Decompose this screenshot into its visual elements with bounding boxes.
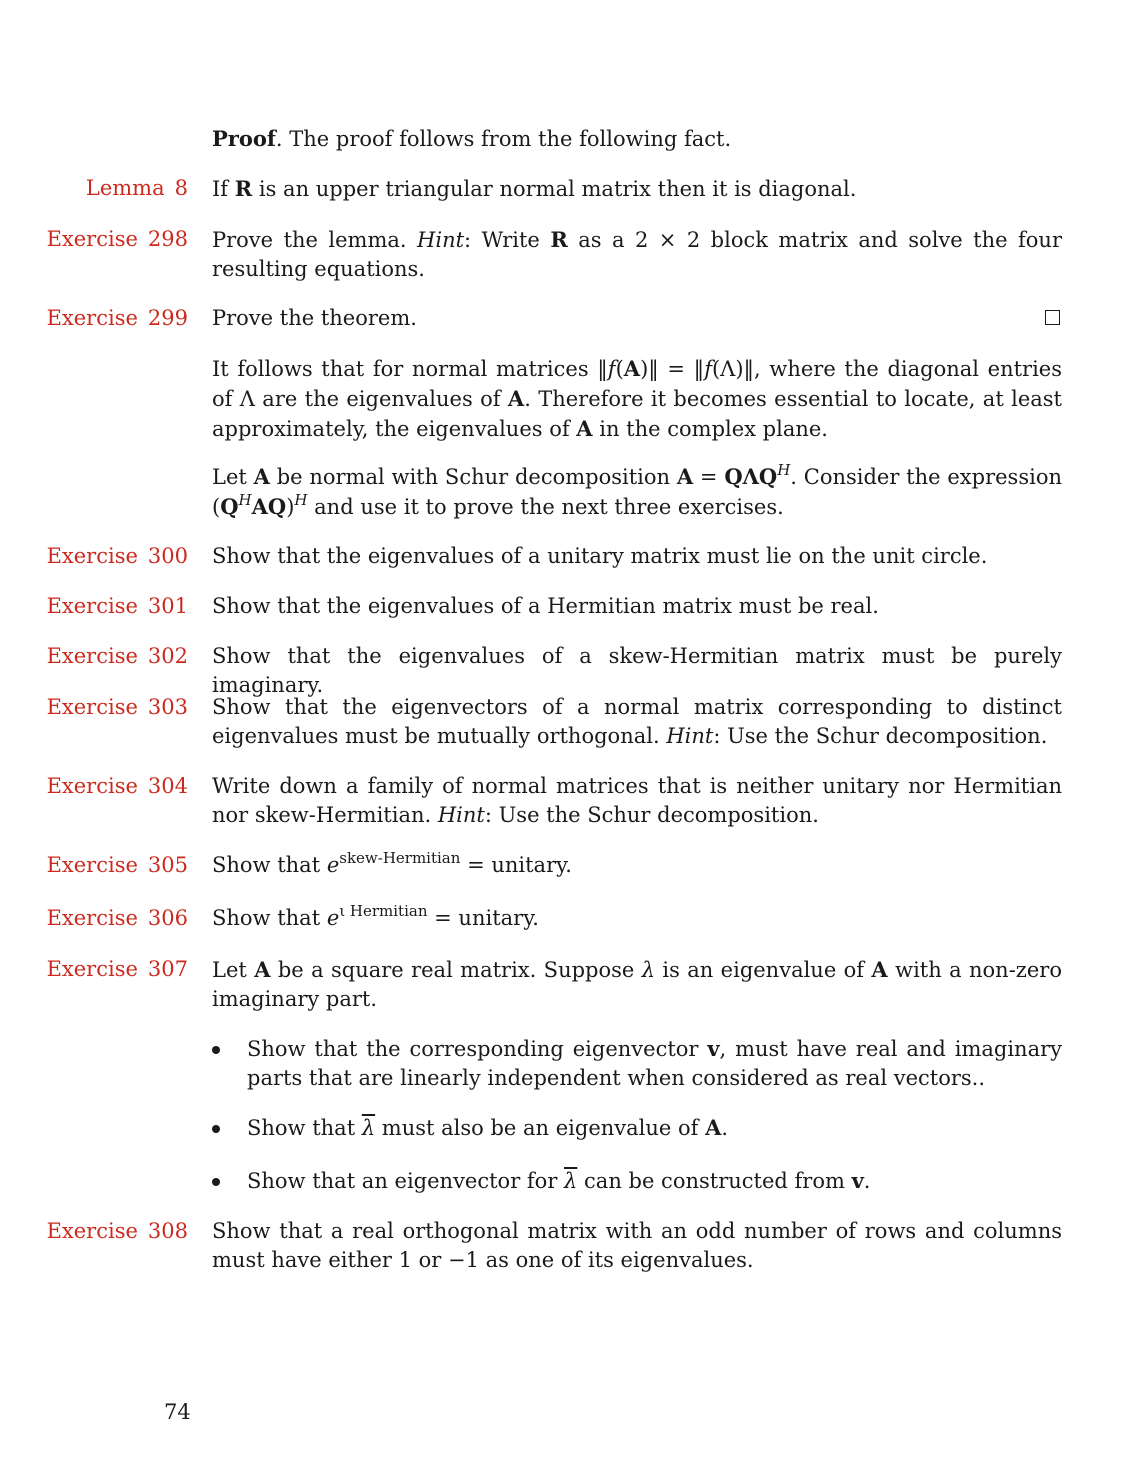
exercise-text: Show that $e^{\iota Hermitian}$ = unitary. bbox=[212, 902, 539, 930]
exercise-label: Exercise 299 bbox=[46, 306, 188, 330]
bullet-text: Show that an eigenvector for $\overline{\lambda}$ can be constructed from v. bbox=[247, 1168, 871, 1193]
bullet-text: Show that the corresponding eigenvector v, must have real and imaginary parts that are linearly independent when considered as real vectors.. bbox=[247, 1036, 1062, 1090]
exercise-label: Exercise 306 bbox=[46, 906, 188, 930]
exercise-label: Exercise 301 bbox=[46, 594, 188, 618]
proof-text: Proof. The proof follows from the following fact. bbox=[212, 126, 732, 151]
exercise-text: Show that the eigenvalues of a Hermitian matrix must be real. bbox=[212, 594, 879, 618]
exercise-label: Exercise 307 bbox=[46, 957, 188, 981]
page-number: 74 bbox=[164, 1400, 191, 1424]
exercise-label: Exercise 300 bbox=[46, 544, 188, 568]
exercise-text: Show that the eigenvalues of a skew-Hermitian matrix must be purely imaginary. bbox=[212, 644, 1062, 697]
paragraph-text: It follows that for normal matrices ‖f(A)‖ = ‖f(Λ)‖, where the diagonal entries of Λ are the eigenvalues of A. Therefore it becomes essential to locate, at least approximately, the eigenvalues of A in the complex plane. bbox=[212, 356, 1063, 441]
exercise-text: Prove the theorem. bbox=[212, 306, 417, 330]
exercise-label: Exercise 305 bbox=[46, 853, 188, 877]
exercise-text: Prove the lemma. Hint: Write R as a 2 × 2 block matrix and solve the four resulting equations. bbox=[212, 227, 1062, 281]
bullet-icon bbox=[212, 1125, 220, 1133]
bullet-text: Show that $\overline{\lambda}$ must also be an eigenvalue of A. bbox=[247, 1115, 729, 1140]
exercise-text: Write down a family of normal matrices that is neither unitary nor Hermitian nor skew-Hermitian. Hint: Use the Schur decomposition. bbox=[212, 774, 1062, 827]
exercise-text: Show that $e^{skew-Hermitian}$ = unitary. bbox=[212, 849, 572, 877]
exercise-text: Show that the eigenvectors of a normal matrix corresponding to distinct eigenvalues must be mutually orthogonal. Hint: Use the Schur decomposition. bbox=[212, 695, 1062, 748]
exercise-label: Exercise 302 bbox=[46, 644, 188, 668]
exercise-text: Let A be a square real matrix. Suppose λ is an eigenvalue of A with a non-zero imaginary part. bbox=[212, 957, 1062, 1011]
lemma-text: If R is an upper triangular normal matrix then it is diagonal. bbox=[212, 176, 857, 201]
bullet-icon bbox=[212, 1178, 220, 1186]
paragraph-text: Let A be normal with Schur decomposition $A = Q\Lambda Q^H$. Consider the expression $(Q^HAQ)^H$ and use it to prove the next three exercises. bbox=[212, 461, 1062, 519]
exercise-label: Exercise 298 bbox=[46, 227, 188, 251]
exercise-label: Exercise 303 bbox=[46, 695, 188, 719]
exercise-text: Show that the eigenvalues of a unitary matrix must lie on the unit circle. bbox=[212, 544, 988, 568]
exercise-text: Show that a real orthogonal matrix with an odd number of rows and columns must have either 1 or −1 as one of its eigenvalues. bbox=[212, 1219, 1062, 1272]
qed-square-icon bbox=[1045, 310, 1060, 325]
lemma-label: Lemma 8 bbox=[85, 176, 188, 200]
bullet-icon bbox=[212, 1046, 220, 1054]
exercise-label: Exercise 308 bbox=[46, 1219, 188, 1243]
proof-head: Proof bbox=[212, 126, 276, 151]
exercise-label: Exercise 304 bbox=[46, 774, 188, 798]
